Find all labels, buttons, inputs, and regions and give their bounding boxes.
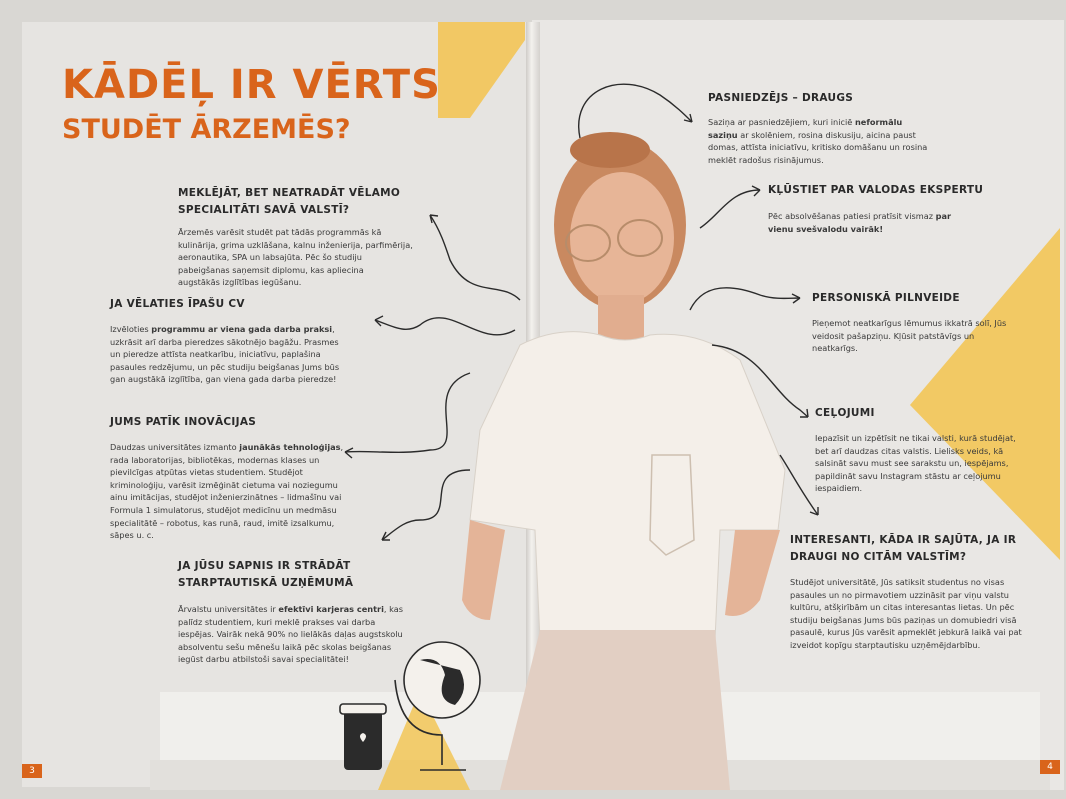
body-line-with-bold [178, 603, 403, 616]
arrow-6 [700, 190, 760, 228]
body-bold-text: efektīvi karjeras centri [278, 604, 384, 614]
body-line: meklēt radošus risinājumus. [708, 154, 824, 165]
body-line: bet arī daudzas citas valstis. Lielisks veids, kā [815, 445, 1004, 456]
body-text: Pēc absolvēšanas patiesi pratīsit vismaz [768, 211, 936, 221]
body-bold-text: vienu svešvalodu vairāk! [768, 223, 884, 234]
heading-line: PASNIEDZĒJS – DRAUGS [708, 92, 854, 104]
body-line: salsināt savu must see sarakstu un, iespējams, [815, 458, 1009, 469]
body-bold-text: par [935, 211, 952, 221]
body-text: , [340, 442, 344, 452]
body-text: , [332, 324, 335, 334]
body-line: absolventu sešu mēnešu laikā pēc skolas beigšanas [178, 641, 392, 652]
heading-line: CEĻOJUMI [815, 407, 875, 419]
section-heading-international-company [178, 558, 353, 592]
section-heading-specialty [178, 185, 400, 219]
section-body-international-company [178, 603, 403, 666]
body-line: rada laboratorijas, bibliotēkas, modernas klases un [110, 454, 320, 465]
arrow-2 [375, 318, 515, 335]
body-line: Formula 1 simulatorus, studējot medicīnu un medmāsu [110, 504, 337, 515]
body-line-with-bold [110, 323, 339, 336]
body-line: pasaules un no pirmavotiem uzzināsit par viņu valstu [790, 589, 1009, 600]
body-line: pabeigšanas saņemsit diplomu, kas apliecina [178, 264, 364, 275]
body-line-with-bold [708, 129, 927, 142]
body-line: pievilcīgas atpūtas vietas studentiem. Studējot [110, 467, 303, 478]
section-body-teacher-friend [708, 116, 927, 166]
arrow-4 [382, 470, 470, 540]
body-line: Iepazīsit un izpētīsit ne tikai valsti, kurā studējat, [815, 433, 1016, 443]
body-line-with-bold [708, 116, 927, 129]
body-line-with-bold [768, 210, 951, 223]
body-line: Pieņemot neatkarīgus lēmumus ikkatrā solī, Jūs [812, 318, 1007, 328]
body-text: Daudzas universitātes izmanto [110, 442, 240, 452]
body-text: Izvēloties [110, 324, 152, 334]
body-line: uzkrāsit arī darba pieredzes sākotnējo bagāžu. Prasmes [110, 336, 339, 347]
body-line: palīdz studentiem, kuri meklē prakses vai darba [178, 616, 376, 627]
body-line: aeronautika, SPA un labsajūta. Pēc šo studiju [178, 252, 362, 263]
section-heading-teacher-friend [708, 90, 853, 107]
section-heading-travel [815, 405, 875, 422]
body-line-bold [768, 223, 951, 236]
page-title-line-2: STUDĒT ĀRZEMĒS? [62, 114, 351, 145]
page-number-left: 3 [22, 764, 42, 778]
arrow-7 [690, 288, 800, 310]
heading-line: SPECIALITĀTI SAVĀ VALSTĪ? [178, 204, 350, 216]
section-heading-language-expert [768, 182, 983, 199]
yellow-triangle-right-middle [910, 228, 1060, 560]
page-number-right: 4 [1040, 760, 1060, 774]
body-line: iespaidiem. [815, 483, 863, 494]
body-line: gan augstākā izglītība, gan viena gada darba pieredze! [110, 374, 337, 385]
section-body-language-expert [768, 210, 951, 235]
heading-line: DRAUGI NO CITĀM VALSTĪM? [790, 551, 967, 563]
heading-line: JA JŪSU SAPNIS IR STRĀDĀT [178, 560, 351, 572]
section-heading-personal-growth [812, 290, 960, 307]
student-photo [462, 129, 785, 790]
heading-line: INTERESANTI, KĀDA IR SAJŪTA, JA IR [790, 534, 1017, 546]
body-line: papildināt savu Instagram stāstu ar ceļojumu [815, 470, 1001, 481]
body-line: Ārzemēs varēsit studēt pat tādās programmās kā [178, 227, 382, 237]
body-line: Studējot universitātē, Jūs satiksit studentus no visas [790, 577, 1005, 587]
arrow-9 [780, 455, 818, 515]
arrow-3 [345, 373, 470, 452]
body-line: un pieredze attīsta neatkarību, iniciatīvu, paplašina [110, 349, 321, 360]
section-body-personal-growth [812, 317, 1006, 355]
arrow-1 [430, 215, 520, 300]
body-line: pasaulē, kurus Jūs varēsit apmeklēt jebkurā laikā vai pat [790, 627, 1022, 638]
body-text: ar skolēniem, rosina diskusiju, aicina paust [737, 129, 916, 140]
section-body-international-friends [790, 576, 1022, 652]
body-bold-text: neformālu [854, 117, 903, 127]
heading-line: JUMS PATĪK INOVĀCIJAS [110, 416, 257, 428]
body-line: kulinārija, grima uzklāšana, kalnu inženierija, parfimērija, [178, 239, 413, 250]
body-line: ainu imitācijas, studējot inženierzinātnes – lidmašīnu vai [110, 492, 342, 503]
heading-line: MEKLĒJĀT, BET NEATRADĀT VĒLAMO [178, 187, 401, 199]
section-heading-international-friends [790, 532, 1016, 566]
body-text: Ārvalstu universitātes ir [178, 604, 279, 614]
body-line: iespējas. Vairāk nekā 90% no lielākās daļas augstskolu [178, 629, 403, 640]
body-line: specialitātē – robotus, kas runā, raud, imitē izsalkumu, [110, 517, 335, 528]
coffee-cup-icon [340, 704, 386, 770]
body-line: sāpes u. c. [110, 530, 154, 541]
page-title-line-1: KĀDĒĻ IR VĒRTS [62, 62, 441, 108]
heading-line: STARPTAUTISKĀ UZŅĒMUMĀ [178, 577, 354, 589]
heading-line: JA VĒLATIES ĪPAŠU CV [110, 298, 245, 310]
body-line: neatkarīgs. [812, 343, 858, 354]
body-bold-text: saziņu [708, 129, 738, 140]
body-line-with-bold [110, 441, 343, 454]
heading-line: PERSONISKĀ PILNVEIDE [812, 292, 960, 304]
arrow-5 [579, 84, 692, 138]
section-body-travel [815, 432, 1016, 495]
body-line: domas, attīsta iniciatīvu, kritisko domāšanu un rosina [708, 142, 928, 153]
body-text: , kas [383, 604, 403, 614]
body-line: kriminoloģiju, varēsit izmēģināt cietuma vai noziegumu [110, 479, 338, 490]
body-line: izveidot kopīgu starptautisku uzņēmējdarbību. [790, 639, 981, 650]
body-line: studiju beigšanas Jums būs paziņas un domubiedri visā [790, 614, 1017, 625]
body-line: kultūru, atšķirībām un citas interesantas lietas. Un pēc [790, 602, 1015, 613]
section-heading-innovations [110, 414, 256, 431]
body-line: iegūst darbu atbilstoši savai specialitātei! [178, 654, 349, 665]
body-line: augstākās izglītības iegūšanu. [178, 277, 302, 288]
body-line: veidosit pašapziņu. Kļūsit patstāvīgs un [812, 330, 975, 341]
heading-line: KĻŪSTIET PAR VALODAS EKSPERTU [768, 184, 984, 196]
section-body-innovations [110, 441, 343, 542]
body-line: pasaules redzējumu, un pēc studiju beigšanas Jums būs [110, 361, 340, 372]
section-body-specialty [178, 226, 413, 289]
body-bold-text: programmu ar viena gada darba praksi [151, 324, 333, 334]
body-text: Saziņa ar pasniedzējiem, kuri iniciē [708, 117, 855, 127]
section-heading-cv [110, 296, 245, 313]
yellow-triangle-top-left-page [438, 22, 525, 118]
body-bold-text: jaunākās tehnoloģijas [239, 442, 341, 452]
section-body-cv [110, 323, 339, 386]
